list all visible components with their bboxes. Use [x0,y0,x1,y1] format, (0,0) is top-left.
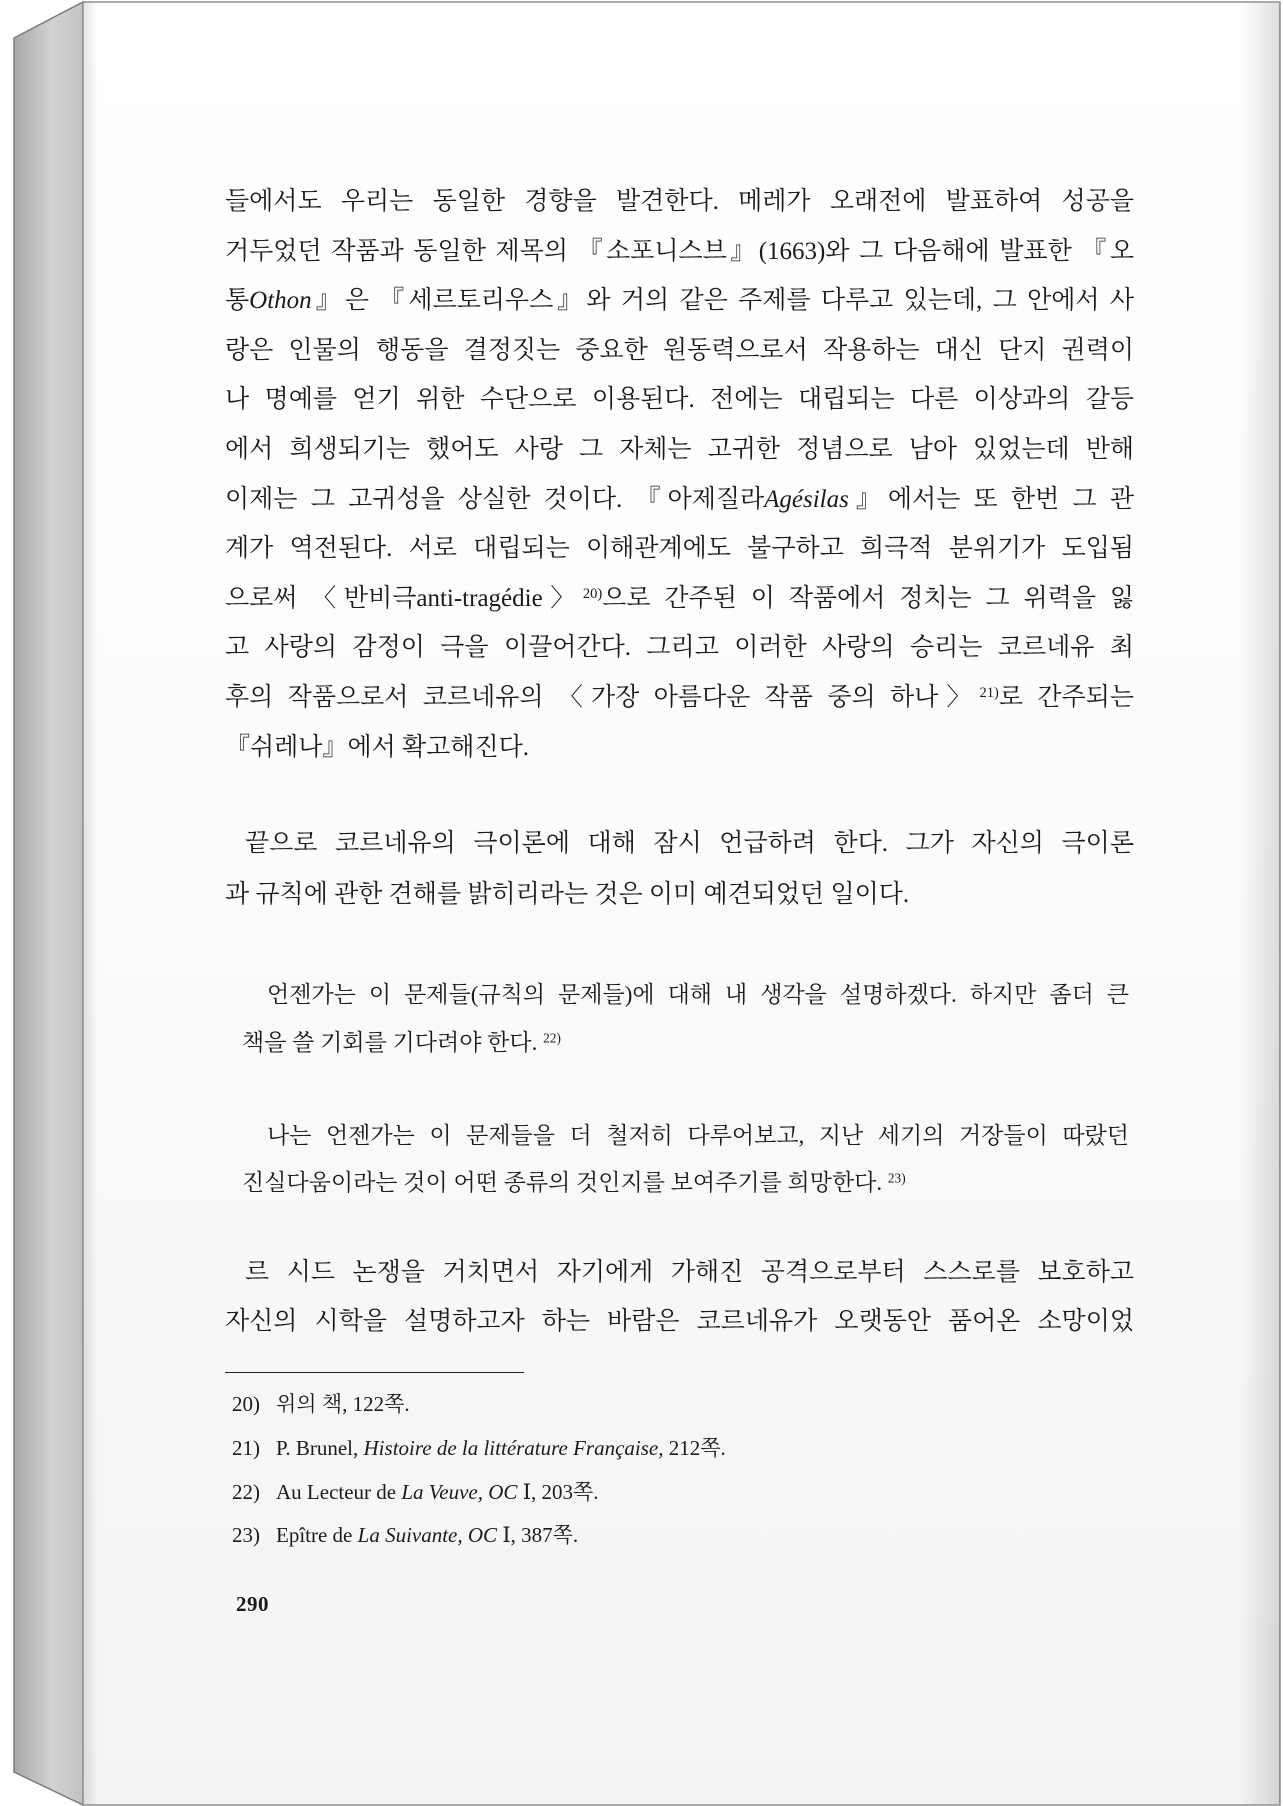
footnote-number: 21) [232,1435,260,1460]
text-segment: 로 간주되는 [998,683,1134,711]
text-line [225,276,1134,326]
footnote-21 [232,1427,1132,1471]
text-line: 계가 역전된다. 서로 대립되는 이해관계에도 불구하고 희극적 분위기가 도입됨 [225,535,1134,563]
quote-line: 언젠가는 이 문제들(규칙의 문제들)에 대해 내 생각을 설명하겠다. 하지만 좀더 큰 [267,982,1129,1007]
text-segment: 』에서는 또 한번 그 관 [848,485,1134,513]
footnote-text: Ⅰ, 203쪽. [517,1479,599,1504]
text-line [225,673,1134,723]
text-segment: 후의 작품으로서 코르네유의 〈가장 아름다운 작품 중의 하나〉 [225,683,980,711]
footnote-text: Au Lecteur de [276,1479,402,1504]
footnote-22 [232,1471,1132,1515]
text-line: 에서 희생되기는 했어도 사랑 그 자체는 고귀한 정념으로 남아 있었는데 반해 [225,435,1134,463]
paragraph-2 [225,819,1134,920]
page-number: 290 [236,1592,269,1616]
block-quote-1 [242,971,1129,1068]
text-line: 『쉬레나』에서 확고해진다. [225,733,530,761]
footnote-number: 20) [232,1392,260,1416]
footnote-text: P. Brunel, [276,1435,364,1460]
quote-line: 나는 언젠가는 이 문제들을 더 철저히 다루어보고, 지난 세기의 거장들이 따랐던 [267,1123,1129,1148]
text-line: 들에서도 우리는 동일한 경향을 발견한다. 메레가 오래전에 발표하여 성공을 [225,188,1134,215]
footnote-text: 위의 책, 122쪽. [276,1392,410,1416]
work-title-italic: Othon [249,287,312,315]
text-line: 나 명예를 얻기 위한 수단으로 이용된다. 전에는 대립되는 다른 이상과의 갈등 [225,386,1134,414]
footnote-marker: 23) [887,1170,906,1186]
text-segment: 으로써 〈반비극anti-tragédie〉 [225,584,583,612]
footnotes [232,1383,1132,1558]
book-spine [14,2,83,1805]
paragraph-3 [225,1248,1134,1346]
quote-line [242,1159,1129,1206]
footnote-text: Ⅰ, 387쪽. [497,1523,579,1548]
text-line [225,574,1134,624]
text-segment: 진실다움이라는 것이 어떤 종류의 것인지를 보여주기를 희망한다. [242,1170,888,1196]
quote-line [242,1019,1129,1067]
footnote-title-italic: La Suivante, OC [357,1523,498,1548]
text-line: 과 규칙에 관한 견해를 밝히리라는 것은 이미 예견되었던 일이다. [225,880,910,908]
footnote-title-italic: Histoire de la littérature Française, [363,1435,664,1460]
footnote-number: 23) [232,1523,260,1548]
footnote-text: Epître de [276,1523,358,1548]
text-line: 끝으로 코르네유의 극이론에 대해 잠시 언급하려 한다. 그가 자신의 극이론 [245,830,1134,857]
text-segment: 책을 쓸 기회를 기다려야 한다. [242,1030,544,1056]
text-segment: 으로 간주된 이 작품에서 정치는 그 위력을 잃 [602,584,1134,612]
footnote-marker: 21) [979,684,999,701]
page-edge-shadow [1240,3,1280,1804]
text-line: 자신의 시학을 설명하고자 하는 바람은 코르네유가 오랫동안 품어온 소망이었 [225,1308,1134,1335]
footnote-marker: 22) [543,1031,561,1047]
work-title-italic: Agésilas [764,485,849,513]
text-segment: 이제는 그 고귀성을 상실한 것이다. 『아제질라 [225,485,765,513]
text-segment: 』은 『세르토리우스』와 거의 같은 주제를 다루고 있는데, 그 안에서 사 [311,287,1134,315]
text-segment: 통 [225,287,250,315]
footnote-23 [232,1514,1132,1558]
text-line: 고 사랑의 감정이 극을 이끌어간다. 그리고 이러한 사랑의 승리는 코르네유 최 [225,634,1134,662]
block-quote-2 [242,1112,1129,1206]
text-line [225,475,1134,525]
footnote-20 [232,1383,1132,1427]
footnote-marker: 20) [582,585,603,602]
paragraph-1 [225,177,1134,772]
text-line: 르 시드 논쟁을 거치면서 자기에게 가해진 공격으로부터 스스로를 보호하고 [245,1259,1134,1286]
footnote-rule [225,1372,524,1373]
footnote-text: 212쪽. [663,1435,726,1460]
text-line: 랑은 인물의 행동을 결정짓는 중요한 원동력으로서 작용하는 대신 단지 권력이 [225,336,1134,364]
footnote-title-italic: La Veuve, OC [401,1479,518,1504]
footnote-number: 22) [232,1479,260,1504]
text-line: 거두었던 작품과 동일한 제목의 『소포니스브』(1663)와 그 다음해에 발표한 『오 [225,237,1134,265]
page-gutter-shadow [84,3,98,1804]
